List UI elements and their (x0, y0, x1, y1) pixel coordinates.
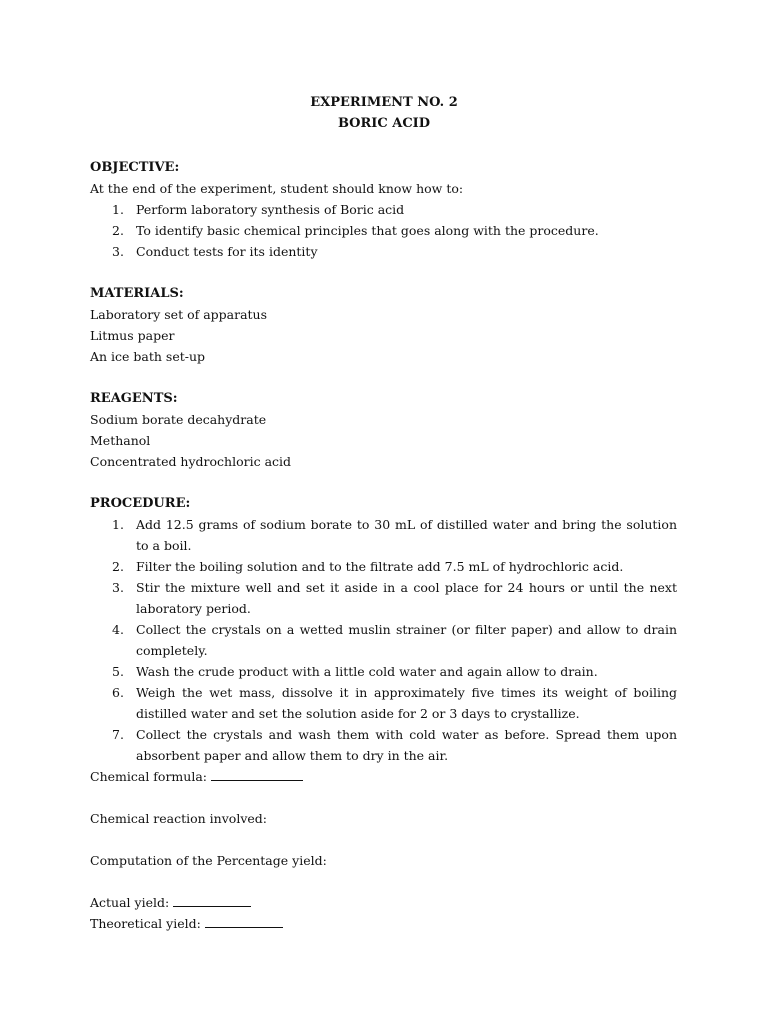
theoretical-yield-label: Theoretical yield: (90, 916, 201, 931)
reagent-item: Concentrated hydrochloric acid (90, 454, 292, 469)
material-item: An ice bath set-up (90, 349, 206, 364)
step-text: Collect the crystals and wash them with cold water as before. Spread them upon absorbent paper and allow them to dry in the air. (136, 727, 677, 763)
computation-label: Computation of the Percentage yield: (90, 853, 327, 868)
procedure-step (90, 661, 677, 682)
step-text: Stir the mixture well and set it aside in a cool place for 24 hours or until the next laboratory period. (136, 580, 677, 616)
chemical-reaction-label: Chemical reaction involved: (90, 811, 267, 826)
reagent-item: Methanol (90, 433, 151, 448)
objective-list (90, 199, 677, 262)
reagents-heading: REAGENTS: (90, 391, 178, 406)
procedure-section (90, 493, 677, 766)
objective-section (90, 157, 677, 262)
procedure-step (90, 577, 677, 619)
chemical-formula-blank (211, 768, 303, 781)
procedure-step (90, 619, 677, 661)
objective-intro: At the end of the experiment, student should know how to: (90, 181, 464, 196)
actual-yield-blank (173, 894, 251, 907)
procedure-step (90, 682, 677, 724)
list-item-text: Perform laboratory synthesis of Boric acid (136, 202, 405, 217)
step-text: Weigh the wet mass, dissolve it in approximately five times its weight of boiling distilled water and set the solution aside for 2 or 3 days to crystallize. (136, 685, 677, 721)
step-text: Filter the boiling solution and to the filtrate add 7.5 mL of hydrochloric acid. (136, 559, 624, 574)
procedure-step (90, 556, 677, 577)
list-number: 5. (112, 664, 124, 679)
objective-item (90, 220, 677, 241)
list-item-text: To identify basic chemical principles that goes along with the procedure. (136, 223, 599, 238)
experiment-title: EXPERIMENT NO. 2 (310, 95, 458, 110)
reagents-section (90, 388, 677, 472)
list-item-text: Conduct tests for its identity (136, 244, 318, 259)
material-item: Litmus paper (90, 328, 175, 343)
procedure-list (90, 514, 677, 766)
step-text: Add 12.5 grams of sodium borate to 30 mL of distilled water and bring the solution to a boil. (136, 517, 677, 553)
list-number: 7. (112, 727, 124, 742)
list-number: 3. (112, 580, 124, 595)
list-number: 1. (112, 202, 124, 217)
materials-heading: MATERIALS: (90, 286, 184, 301)
objective-item (90, 199, 677, 220)
experiment-subtitle: BORIC ACID (337, 116, 431, 131)
theoretical-yield-line (90, 913, 677, 934)
materials-section (90, 283, 677, 367)
list-number: 1. (112, 517, 124, 532)
actual-yield-line (90, 892, 677, 913)
procedure-heading: PROCEDURE: (90, 496, 191, 511)
chemical-formula-label: Chemical formula: (90, 769, 207, 784)
step-text: Collect the crystals on a wetted muslin strainer (or filter paper) and allow to drain completely. (136, 622, 677, 658)
list-number: 6. (112, 685, 124, 700)
theoretical-yield-blank (205, 915, 283, 928)
list-number: 3. (112, 244, 124, 259)
procedure-step (90, 724, 677, 766)
objective-item (90, 241, 677, 262)
list-number: 2. (112, 223, 124, 238)
actual-yield-label: Actual yield: (90, 895, 170, 910)
list-number: 2. (112, 559, 124, 574)
objective-heading: OBJECTIVE: (90, 160, 180, 175)
step-text: Wash the crude product with a little cold water and again allow to drain. (136, 664, 598, 679)
procedure-step (90, 514, 677, 556)
chemical-formula-line (90, 766, 677, 787)
list-number: 4. (112, 622, 124, 637)
material-item: Laboratory set of apparatus (90, 307, 268, 322)
reagent-item: Sodium borate decahydrate (90, 412, 267, 427)
